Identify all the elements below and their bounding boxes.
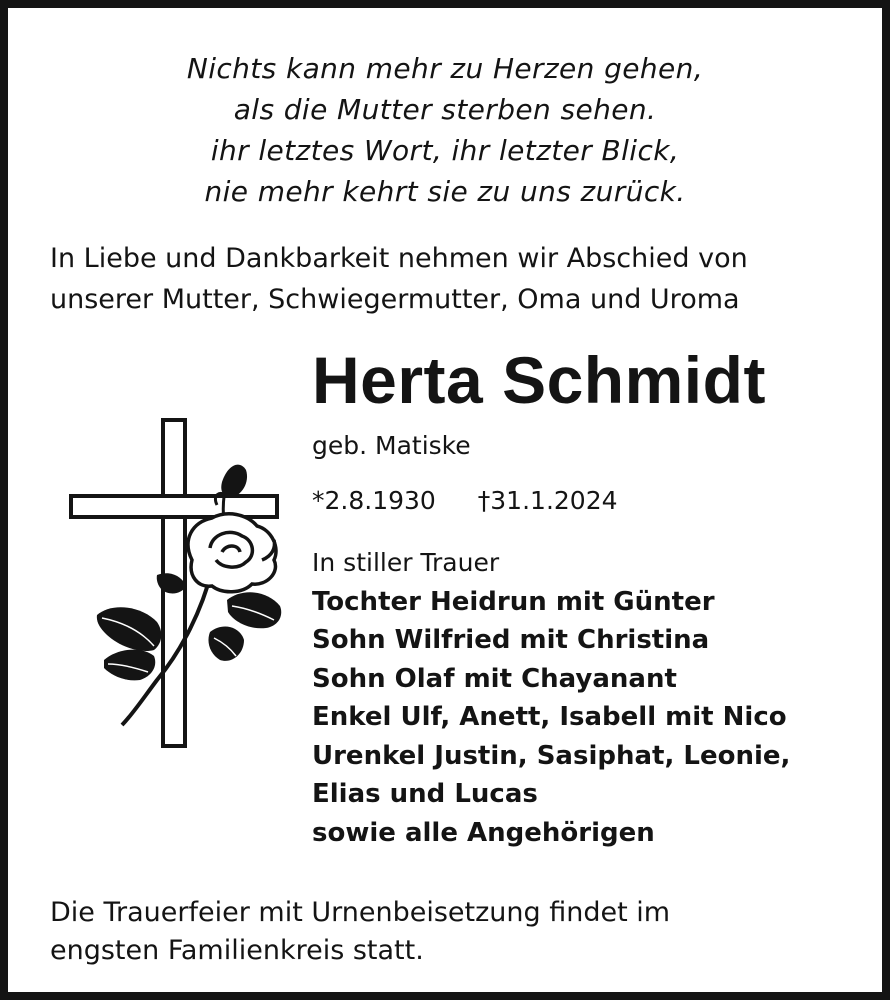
- mourners-label: In stiller Trauer: [312, 548, 500, 577]
- cross-with-rose-icon: [62, 410, 292, 755]
- poem-line: nie mehr kehrt sie zu uns zurück.: [204, 175, 686, 208]
- death-date: †31.1.2024: [477, 486, 618, 515]
- intro-line: In Liebe und Dankbarkeit nehmen wir Abschied von: [50, 243, 748, 274]
- intro-text: [50, 238, 870, 320]
- poem-line: als die Mutter sterben sehen.: [233, 93, 657, 126]
- deceased-name: Herta Schmidt: [312, 343, 766, 417]
- mourner-line: Sohn Olaf mit Chayanant: [312, 663, 677, 694]
- mourner-line: Enkel Ulf, Anett, Isabell mit Nico: [312, 702, 787, 732]
- life-dates: [312, 483, 618, 519]
- poem: [8, 48, 882, 212]
- intro-line: unserer Mutter, Schwiegermutter, Oma und Uroma: [50, 284, 740, 315]
- mourner-line: sowie alle Angehörigen: [312, 817, 655, 848]
- mourner-line: Urenkel Justin, Sasiphat, Leonie,: [312, 740, 791, 771]
- mourner-line: Sohn Wilfried mit Christina: [312, 625, 710, 655]
- birth-date: *2.8.1930: [312, 486, 436, 515]
- poem-line: ihr letztes Wort, ihr letzter Blick,: [210, 134, 680, 167]
- funeral-info-line: Die Trauerfeier mit Urnenbeisetzung findet im: [50, 897, 671, 928]
- birth-name: geb. Matiske: [312, 431, 471, 460]
- mourner-line: Tochter Heidrun mit Günter: [312, 586, 715, 617]
- funeral-info: [50, 894, 870, 970]
- mourner-line: Elias und Lucas: [312, 779, 538, 809]
- poem-line: Nichts kann mehr zu Herzen gehen,: [186, 52, 704, 85]
- mourners-section: [312, 544, 790, 852]
- funeral-info-line: engsten Familienkreis statt.: [50, 935, 424, 966]
